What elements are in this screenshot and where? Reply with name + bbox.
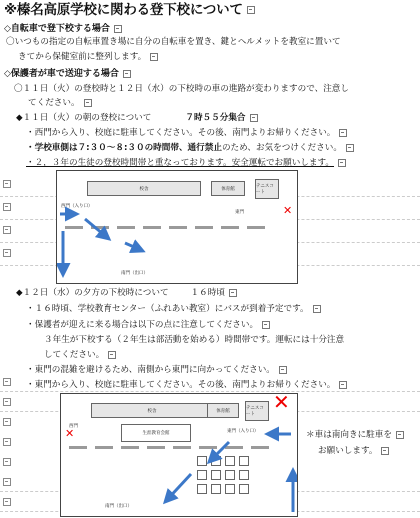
- evening-bullet-1: [26, 304, 321, 315]
- evening-bullet-4: [26, 380, 347, 391]
- evening-bullet-2-text: ・保護者が迎えに来る場合は以下の点に注意してください。: [26, 320, 259, 330]
- morning-bullet-1: [26, 128, 347, 139]
- evening-route-map: [60, 390, 298, 517]
- paragraph-mark-icon: [396, 431, 404, 439]
- paragraph-mark-icon: [229, 289, 237, 297]
- morning-heading-text: ◆１１日（火）の朝の登校について: [16, 113, 152, 123]
- paragraph-mark-icon: [3, 398, 11, 406]
- paragraph-mark-icon: [3, 478, 11, 486]
- paragraph-mark-icon: [3, 458, 11, 466]
- school-building-label: 校舎: [147, 408, 157, 414]
- east-gate-label: 東門: [235, 210, 244, 215]
- paragraph-mark-icon: [250, 114, 258, 122]
- paragraph-mark-icon: [381, 447, 389, 455]
- morning-bullet-2-rest: のため、お気をつけください。: [221, 143, 342, 153]
- parking-note-line-1: [306, 430, 404, 441]
- paragraph-mark-icon: [346, 144, 354, 152]
- bike-line-2: [18, 52, 158, 63]
- evening-heading-text: ◆１２日（水）の夕方の下校時について: [16, 288, 169, 298]
- paragraph-mark-icon: [150, 53, 158, 61]
- morning-bullet-3-text: ・２，３年の生徒の登校時間帯と重なっております。安全運転でお願いします。: [26, 158, 335, 168]
- morning-time: ７時５５分集合: [185, 113, 246, 123]
- morning-bullet-2-bold: ・学校車側は７:３０～８:３０の時間帯、通行禁止: [26, 143, 222, 153]
- evening-time: １６時頃: [190, 288, 225, 298]
- line-rule: [0, 391, 420, 392]
- route-arrows: [61, 390, 297, 516]
- bike-heading-text: ◇自転車で登下校する場合: [4, 24, 110, 34]
- evening-bullet-2-cont-1: ３年生が下校する（２年生は部活動を始める）時間帯です。運転には十分注意: [44, 335, 345, 345]
- school-building-label: 校舎: [139, 186, 149, 192]
- closed-cross-icon: ✕: [283, 204, 293, 217]
- paragraph-mark-icon: [3, 498, 11, 506]
- evening-bullet-3-text: ・東門の混雑を避けるため、南側から東門に向かってください。: [26, 365, 275, 375]
- route-arrow: [125, 243, 143, 251]
- route-arrows: [57, 171, 297, 283]
- south-gate-label: 南門（出口）: [121, 271, 148, 276]
- paragraph-mark-icon: [84, 99, 92, 107]
- parking-note-line-1-text: ＊車は南向きに駐車を: [306, 430, 392, 440]
- paragraph-mark-icon: [339, 129, 347, 137]
- tennis-court-label: テニスコート: [256, 184, 274, 195]
- parent-line-2: [28, 98, 92, 109]
- exit-arrow: [165, 474, 191, 502]
- evening-heading: [16, 288, 237, 299]
- parking-note-line-2-text: お願いします。: [318, 446, 378, 456]
- bike-line-2-text: きてから保健室前に整列します。: [18, 52, 147, 62]
- paragraph-mark-icon: [3, 203, 11, 211]
- evening-bullet-2-cont-2: [44, 350, 116, 361]
- evening-bullet-2: [26, 320, 270, 331]
- paragraph-mark-icon: [123, 70, 131, 78]
- closed-cross-icon: ✕: [273, 390, 290, 414]
- closed-cross-icon: ✕: [65, 427, 75, 440]
- south-gate-label: 南門（出口）: [105, 504, 132, 509]
- paragraph-mark-icon: [262, 321, 270, 329]
- paragraph-mark-icon: [339, 381, 347, 389]
- paragraph-mark-icon: [3, 180, 11, 188]
- paragraph-mark-icon: [279, 366, 287, 374]
- morning-heading: [16, 113, 258, 124]
- route-arrow: [209, 442, 229, 462]
- paragraph-mark-icon: [3, 249, 11, 257]
- paragraph-mark-icon: [114, 25, 122, 33]
- bike-heading: [4, 24, 122, 35]
- education-center-label: 生涯教育会館: [142, 431, 170, 436]
- page-title: [4, 2, 255, 18]
- parent-line-2-text: てください。: [28, 98, 80, 108]
- morning-bullet-1-text: ・西門から入り、校庭に駐車してください。その後、南門よりお帰りください。: [26, 128, 336, 138]
- parent-heading: [4, 69, 131, 80]
- west-gate-label: 西門: [69, 424, 78, 429]
- paragraph-mark-icon: [3, 378, 11, 386]
- evening-bullet-4-text: ・東門から入り、校庭に駐車してください。その後、南門よりお帰りください。: [26, 380, 336, 390]
- parent-line-1: 〇１１日（火）の登校時と１２日（水）の下校時の車の進路が変わりますので、注意し: [14, 84, 349, 94]
- evening-bullet-3: [26, 365, 287, 376]
- west-gate-label: 西門（入り口）: [61, 204, 93, 209]
- gym-building-label: 体育館: [221, 186, 235, 192]
- tennis-court-label: テニスコート: [246, 406, 264, 417]
- east-gate-label: 東門（入り口）: [227, 429, 259, 434]
- paragraph-mark-icon: [3, 418, 11, 426]
- evening-bullet-1-text: ・１６時頃、学校教育センター（ふれあい教室）にバスが到着予定です。: [26, 304, 309, 314]
- morning-bullet-3: [26, 158, 346, 169]
- route-arrow: [85, 219, 109, 239]
- paragraph-mark-icon: [313, 305, 321, 313]
- paragraph-mark-icon: [247, 6, 255, 14]
- gym-building-label: 体育館: [216, 408, 230, 414]
- bike-line-1: 〇いつもの指定の自転車置き場に自分の自転車を置き、鍵とヘルメットを教室に置いて: [6, 37, 341, 47]
- morning-route-map: [56, 170, 298, 284]
- paragraph-mark-icon: [3, 226, 11, 234]
- page-title-text: ※榛名高原学校に関わる登下校について: [4, 2, 243, 18]
- paragraph-mark-icon: [108, 351, 116, 359]
- paragraph-mark-icon: [338, 159, 346, 167]
- paragraph-mark-icon: [3, 438, 11, 446]
- parking-note-line-2: [318, 446, 389, 457]
- parent-heading-text: ◇保護者が車で送迎する場合: [4, 69, 119, 79]
- evening-bullet-2-cont-2-text: してください。: [44, 350, 105, 360]
- morning-bullet-2: [26, 143, 354, 154]
